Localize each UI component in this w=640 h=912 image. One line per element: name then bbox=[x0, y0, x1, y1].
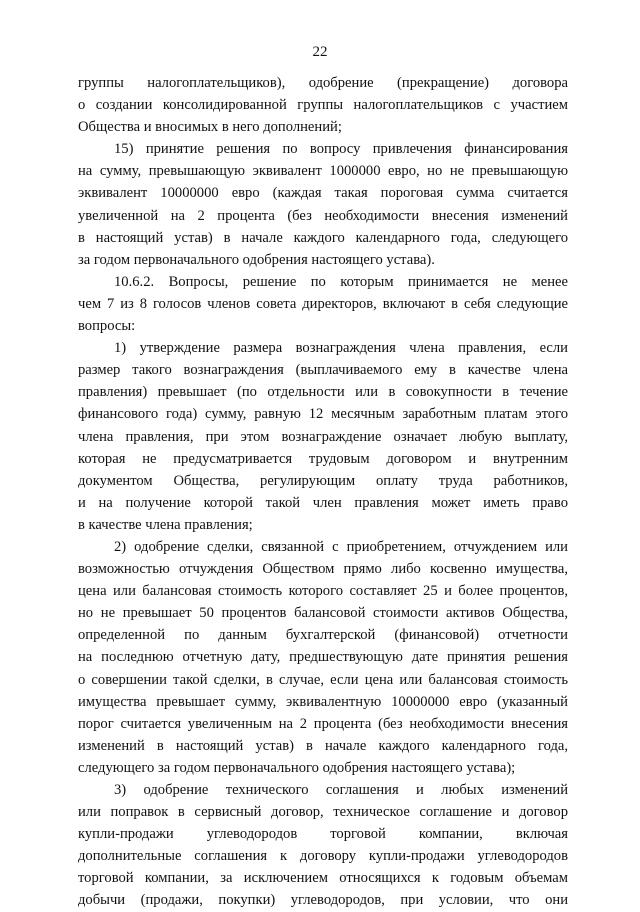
text-line: 1) утверждение размера вознаграждения члена правления, если bbox=[114, 340, 568, 357]
text-line: торговой компании, за исключением относящихся к годовым объемам bbox=[78, 870, 568, 887]
text-line: порог считается увеличенным на 2 процента (без необходимости внесения bbox=[78, 715, 568, 732]
text-line: следующего за годом первоначального одобрения настоящего устава); bbox=[78, 759, 516, 776]
text-line: на последнюю отчетную дату, предшествующую дате принятия решения bbox=[78, 649, 568, 666]
text-line: в настоящий устав) в начале каждого календарного года, следующего bbox=[78, 229, 568, 246]
text-line: купли-продажи углеводородов торговой компании, включая bbox=[78, 826, 568, 843]
text-line: которая не предусматривается трудовым договором и внутренним bbox=[78, 450, 568, 467]
paragraph bbox=[78, 337, 568, 536]
text-line: размер такого вознаграждения (выплачиваемого ему в качестве члена bbox=[78, 362, 568, 379]
text-line: вопросы: bbox=[78, 318, 136, 335]
text-line: документом Общества, регулирующим оплату труда работников, bbox=[78, 472, 568, 489]
text-line: увеличенной на 2 процента (без необходимости внесения изменений bbox=[78, 207, 568, 224]
text-line: Общества и вносимых в него дополнений; bbox=[78, 119, 342, 136]
text-line: но не превышает 50 процентов балансовой стоимости активов Общества, bbox=[78, 605, 568, 622]
text-line: 10.6.2. Вопросы, решение по которым принимается не менее bbox=[114, 273, 568, 290]
text-line: на сумму, превышающую эквивалент 1000000 евро, но не превышающую bbox=[78, 163, 568, 180]
text-line: 3) одобрение технического соглашения и любых изменений bbox=[114, 782, 568, 798]
text-line: за годом первоначального одобрения настоящего устава). bbox=[78, 251, 435, 268]
text-line: чем 7 из 8 голосов членов совета директоров, включают в себя следующие bbox=[78, 295, 568, 312]
paragraph bbox=[78, 72, 568, 138]
paragraph bbox=[78, 271, 568, 337]
text-line: о создании консолидированной группы налогоплательщиков с участием bbox=[78, 97, 568, 114]
text-line: о совершении такой сделки, в случае, если цена или балансовая стоимость bbox=[78, 671, 568, 688]
text-line: 15) принятие решения по вопросу привлечения финансирования bbox=[114, 141, 568, 158]
text-line: цена или балансовая стоимость которого составляет 25 и более процентов, bbox=[78, 583, 568, 600]
text-line: правления) превышает (по отдельности или в совокупности в течение bbox=[78, 384, 568, 401]
text-line: определенной по данным бухгалтерской (финансовой) отчетности bbox=[78, 627, 568, 644]
text-line: и на получение которой такой член правления может иметь право bbox=[78, 494, 568, 511]
text-line: имущества превышает сумму, эквивалентную 10000000 евро (указанный bbox=[78, 693, 568, 710]
text-line: группы налогоплательщиков), одобрение (прекращение) договора bbox=[78, 75, 568, 91]
paragraph bbox=[78, 779, 568, 912]
page-number: 22 bbox=[312, 44, 328, 60]
paragraph bbox=[78, 536, 568, 779]
paragraph bbox=[78, 138, 568, 271]
text-line: члена правления, при этом вознаграждение означает любую выплату, bbox=[78, 428, 568, 445]
text-line: возможностью отчуждения Обществом прямо либо косвенно имущества, bbox=[78, 561, 568, 578]
text-line: финансового года) сумму, равную 12 месячным заработным платам этого bbox=[78, 406, 568, 423]
text-line: или поправок в сервисный договор, техническое соглашение и договор bbox=[78, 804, 568, 821]
text-line: дополнительные соглашения к договору купли-продажи углеводородов bbox=[78, 848, 568, 865]
text-line: добычи (продажи, покупки) углеводородов, при условии, что они bbox=[78, 892, 568, 909]
text-line: 2) одобрение сделки, связанной с приобретением, отчуждением или bbox=[114, 538, 568, 555]
document-body bbox=[78, 72, 568, 912]
text-line: эквивалент 10000000 евро (каждая такая пороговая сумма считается bbox=[78, 185, 568, 202]
text-line: в качестве члена правления; bbox=[78, 516, 253, 533]
text-line: изменений в настоящий устав) в начале каждого календарного года, bbox=[78, 737, 568, 754]
